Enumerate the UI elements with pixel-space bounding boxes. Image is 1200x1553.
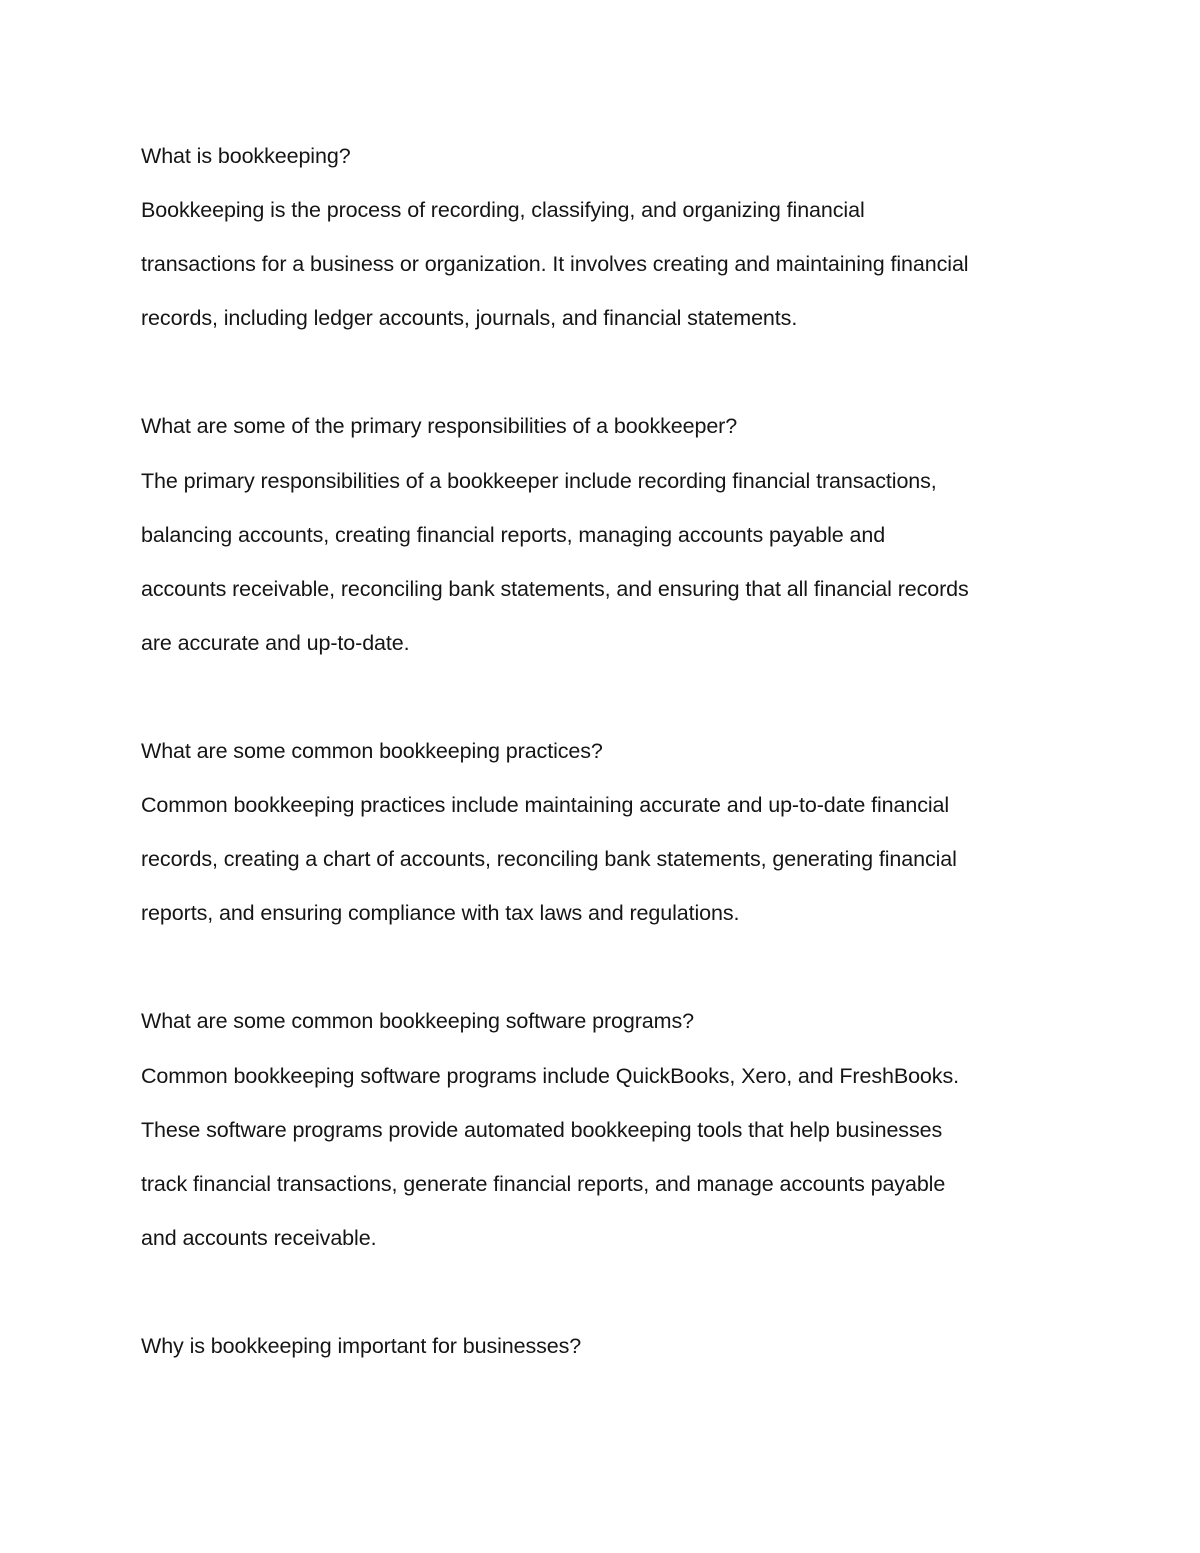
question-heading: What are some common bookkeeping practices? bbox=[141, 739, 603, 763]
answer-line: track financial transactions, generate financial reports, and manage accounts payable bbox=[141, 1172, 946, 1196]
answer-line: Bookkeeping is the process of recording, classifying, and organizing financial bbox=[141, 198, 865, 222]
answer-line: records, creating a chart of accounts, reconciling bank statements, generating financial bbox=[141, 847, 957, 871]
answer-line: balancing accounts, creating financial reports, managing accounts payable and bbox=[141, 523, 886, 547]
answer-line: accounts receivable, reconciling bank statements, and ensuring that all financial records bbox=[141, 577, 969, 601]
question-heading: What are some common bookkeeping software programs? bbox=[141, 1009, 694, 1033]
answer-line: and accounts receivable. bbox=[141, 1226, 377, 1250]
answer-line: records, including ledger accounts, journals, and financial statements. bbox=[141, 306, 798, 330]
answer-line: Common bookkeeping software programs include QuickBooks, Xero, and FreshBooks. bbox=[141, 1064, 959, 1088]
answer-line: transactions for a business or organization. It involves creating and maintaining financial bbox=[141, 252, 969, 276]
question-heading: What are some of the primary responsibilities of a bookkeeper? bbox=[141, 414, 738, 438]
question-heading: What is bookkeeping? bbox=[141, 144, 351, 168]
answer-line: The primary responsibilities of a bookkeeper include recording financial transactions, bbox=[141, 469, 937, 493]
answer-line: These software programs provide automated bookkeeping tools that help businesses bbox=[141, 1118, 943, 1142]
answer-line: Common bookkeeping practices include maintaining accurate and up-to-date financial bbox=[141, 793, 950, 817]
question-heading: Why is bookkeeping important for businesses? bbox=[141, 1334, 582, 1358]
answer-line: are accurate and up-to-date. bbox=[141, 631, 410, 655]
answer-line: reports, and ensuring compliance with tax laws and regulations. bbox=[141, 901, 740, 925]
